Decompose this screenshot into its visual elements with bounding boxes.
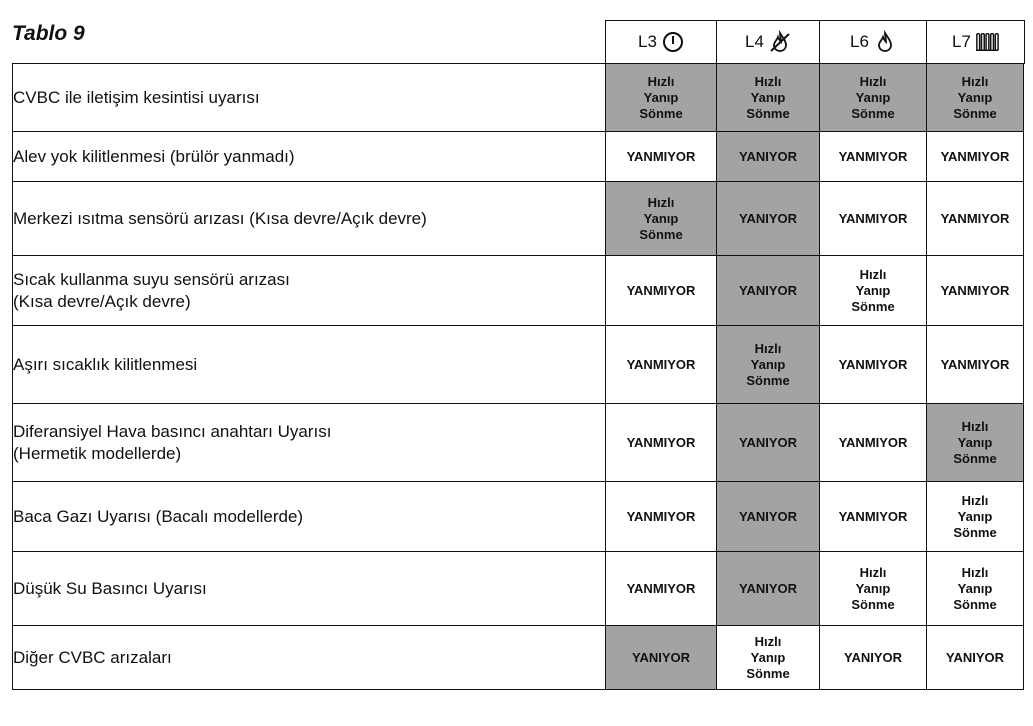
status-text: YANMIYOR: [838, 210, 908, 226]
col-code: L7: [952, 32, 971, 51]
status-cell: [820, 326, 927, 404]
status-cell: [820, 64, 927, 132]
col-header-l6: [819, 20, 928, 64]
row-label-line: (Kısa devre/Açık devre): [13, 291, 191, 311]
row-label: [13, 64, 606, 132]
status-text: YANMIYOR: [838, 508, 908, 524]
status-text: YANMIYOR: [838, 434, 908, 450]
table-row: [13, 256, 1024, 326]
status-text: Hızlı: [961, 492, 989, 508]
status-cell: [820, 256, 927, 326]
row-label-line: Diferansiyel Hava basıncı anahtarı Uyarısı: [13, 421, 332, 441]
status-cell: [606, 182, 717, 256]
status-text: Yanıp: [855, 89, 891, 105]
status-text: Yanıp: [750, 356, 786, 372]
status-cell: [606, 626, 717, 690]
status-text: Hızlı: [859, 73, 887, 89]
status-text: YANMIYOR: [940, 356, 1010, 372]
status-cell: [927, 132, 1024, 182]
status-text: Yanıp: [957, 89, 993, 105]
status-cell: [717, 626, 820, 690]
status-table: [12, 63, 1024, 690]
status-text: Hızlı: [961, 564, 989, 580]
status-cell: [717, 64, 820, 132]
status-cell: [606, 64, 717, 132]
row-label-line: Baca Gazı Uyarısı (Bacalı modellerde): [13, 506, 304, 526]
status-cell: [927, 482, 1024, 552]
row-label-line: Düşük Su Basıncı Uyarısı: [13, 578, 207, 598]
status-text: Sönme: [851, 596, 895, 612]
status-cell: [606, 132, 717, 182]
status-text: YANMIYOR: [940, 282, 1010, 298]
status-text: YANMIYOR: [838, 356, 908, 372]
row-label-line: Merkezi ısıtma sensörü arızası (Kısa devre/Açık devre): [13, 208, 427, 228]
status-text: YANMIYOR: [940, 210, 1010, 226]
col-header-l3: [605, 20, 718, 64]
status-cell: [820, 626, 927, 690]
status-cell: [717, 482, 820, 552]
col-code: L4: [745, 32, 764, 51]
status-text: Yanıp: [643, 89, 679, 105]
status-cell: [717, 132, 820, 182]
table-row: [13, 552, 1024, 626]
status-text: YANIYOR: [631, 649, 691, 665]
status-cell: [927, 182, 1024, 256]
status-text: Yanıp: [750, 649, 786, 665]
status-text: YANIYOR: [738, 282, 798, 298]
status-text: Sönme: [851, 298, 895, 314]
status-text: Sönme: [953, 596, 997, 612]
status-text: YANMIYOR: [626, 434, 696, 450]
status-cell: [820, 552, 927, 626]
status-cell: [927, 404, 1024, 482]
status-cell: [606, 552, 717, 626]
row-label: [13, 626, 606, 690]
row-label: [13, 182, 606, 256]
flame-icon: [873, 30, 897, 54]
status-cell: [606, 482, 717, 552]
status-text: Hızlı: [647, 73, 675, 89]
status-text: Hızlı: [859, 564, 887, 580]
row-label: [13, 256, 606, 326]
status-cell: [927, 64, 1024, 132]
status-text: YANIYOR: [738, 580, 798, 596]
status-text: YANIYOR: [738, 434, 798, 450]
row-label-line: Aşırı sıcaklık kilitlenmesi: [13, 354, 198, 374]
status-text: Sönme: [953, 450, 997, 466]
status-cell: [606, 404, 717, 482]
row-label-line: Sıcak kullanma suyu sensörü arızası: [13, 269, 290, 289]
table-row: [13, 182, 1024, 256]
status-text: Hızlı: [961, 73, 989, 89]
status-text: Yanıp: [855, 580, 891, 596]
row-label-line: Alev yok kilitlenmesi (brülör yanmadı): [13, 146, 295, 166]
status-text: Yanıp: [957, 508, 993, 524]
row-label: [13, 326, 606, 404]
status-cell: [717, 182, 820, 256]
status-text: YANMIYOR: [940, 148, 1010, 164]
status-cell: [717, 326, 820, 404]
status-text: Sönme: [953, 105, 997, 121]
status-cell: [820, 132, 927, 182]
status-cell: [927, 326, 1024, 404]
status-text: YANMIYOR: [626, 580, 696, 596]
status-cell: [927, 256, 1024, 326]
table-row: [13, 132, 1024, 182]
status-text: Sönme: [851, 105, 895, 121]
status-text: YANMIYOR: [626, 148, 696, 164]
status-cell: [606, 326, 717, 404]
status-text: Sönme: [953, 524, 997, 540]
col-code: L6: [850, 32, 869, 51]
status-text: YANMIYOR: [838, 148, 908, 164]
status-text: YANIYOR: [738, 508, 798, 524]
status-text: Yanıp: [957, 434, 993, 450]
status-text: Yanıp: [643, 210, 679, 226]
status-cell: [717, 256, 820, 326]
status-cell: [606, 256, 717, 326]
row-label: [13, 552, 606, 626]
flame-crossed-icon: [768, 30, 792, 54]
status-text: YANMIYOR: [626, 356, 696, 372]
table-row: [13, 64, 1024, 132]
status-text: Yanıp: [957, 580, 993, 596]
status-text: YANMIYOR: [626, 508, 696, 524]
status-text: Hızlı: [961, 418, 989, 434]
status-cell: [927, 626, 1024, 690]
table-row: [13, 326, 1024, 404]
status-text: YANIYOR: [738, 148, 798, 164]
row-label-line: CVBC ile iletişim kesintisi uyarısı: [13, 87, 260, 107]
status-cell: [820, 182, 927, 256]
status-text: Hızlı: [647, 194, 675, 210]
table-row: [13, 482, 1024, 552]
status-text: Hızlı: [754, 633, 782, 649]
row-label-line: (Hermetik modellerde): [13, 443, 182, 463]
status-text: YANIYOR: [843, 649, 903, 665]
table-row: [13, 626, 1024, 690]
status-cell: [820, 482, 927, 552]
status-text: Hızlı: [859, 266, 887, 282]
status-text: Sönme: [639, 226, 683, 242]
status-text: Sönme: [746, 372, 790, 388]
status-text: Sönme: [746, 665, 790, 681]
col-header-l4: [716, 20, 821, 64]
status-cell: [717, 552, 820, 626]
col-header-l7: [926, 20, 1025, 64]
row-label: [13, 404, 606, 482]
row-label-line: Diğer CVBC arızaları: [13, 647, 172, 667]
status-text: YANIYOR: [738, 210, 798, 226]
status-text: Hızlı: [754, 340, 782, 356]
row-label: [13, 132, 606, 182]
status-text: Hızlı: [754, 73, 782, 89]
col-code: L3: [638, 32, 657, 51]
status-cell: [927, 552, 1024, 626]
radiator-icon: [975, 30, 999, 54]
status-text: Yanıp: [855, 282, 891, 298]
row-label: [13, 482, 606, 552]
table-title: Tablo 9: [12, 22, 85, 45]
status-text: Sönme: [746, 105, 790, 121]
status-text: YANIYOR: [945, 649, 1005, 665]
status-cell: [717, 404, 820, 482]
status-text: YANMIYOR: [626, 282, 696, 298]
table-row: [13, 404, 1024, 482]
status-text: Yanıp: [750, 89, 786, 105]
status-text: Sönme: [639, 105, 683, 121]
status-cell: [820, 404, 927, 482]
power-icon: [661, 30, 685, 54]
